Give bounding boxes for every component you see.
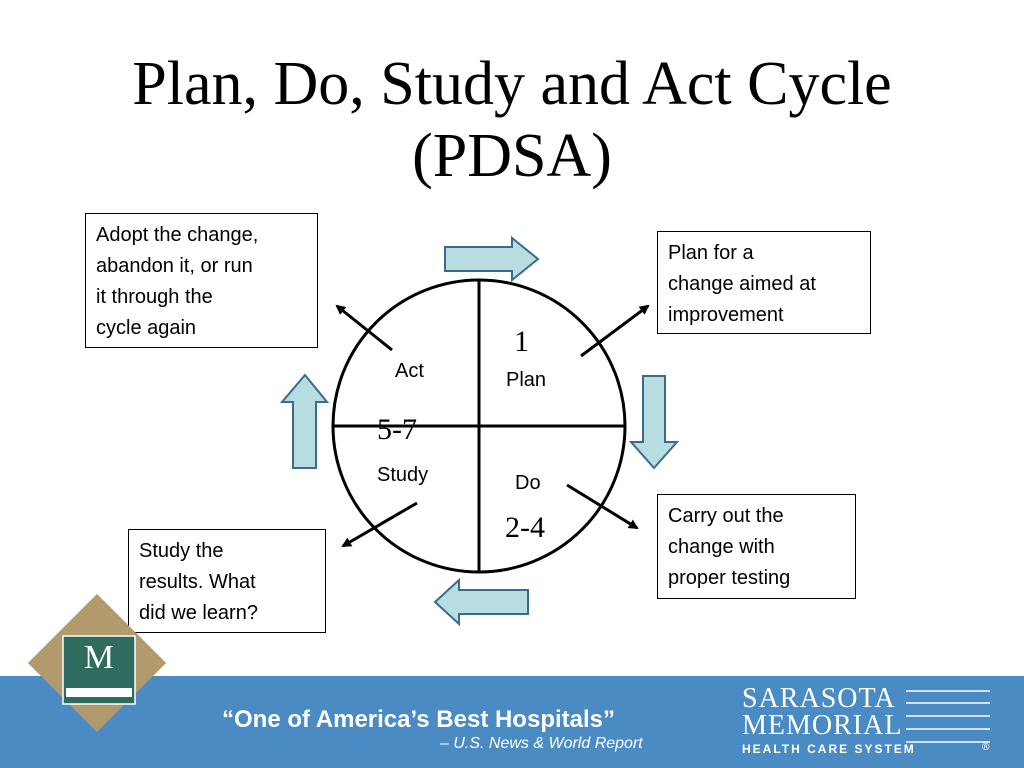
brand-subtitle: HEALTH CARE SYSTEM [742, 742, 916, 756]
step-number-do: 2-4 [505, 511, 545, 544]
study-description-box: Study the results. What did we learn? [128, 529, 326, 633]
pointer-arrow-act [337, 306, 392, 350]
quadrant-label-plan: Plan [506, 369, 547, 391]
quadrant-label-study: Study [377, 464, 429, 486]
brand-name-line-2: MEMORIAL [742, 710, 903, 741]
block-arrow-down [631, 376, 677, 468]
plan-description-box: Plan for a change aimed at improvement [657, 231, 871, 334]
step-number-study: 5-7 [377, 413, 417, 446]
quadrant-label-act: Act [395, 360, 424, 382]
block-arrow-right [445, 238, 538, 280]
act-description-box: Adopt the change, abandon it, or run it through the cycle again [85, 213, 318, 348]
brand-decorative-lines [906, 688, 990, 748]
magnet-logo-letter: M [83, 639, 115, 676]
step-number-plan: 1 [514, 325, 529, 358]
block-arrow-left [435, 580, 528, 624]
block-arrow-up [282, 375, 327, 468]
footer-source: – U.S. News & World Report [440, 735, 643, 752]
title-line-2: (PDSA) [412, 122, 612, 190]
registered-mark: ® [982, 742, 990, 753]
pointer-arrow-do [567, 485, 637, 528]
title-line-1: Plan, Do, Study and Act Cycle [132, 50, 892, 118]
magnet-logo [0, 600, 200, 768]
do-description-box: Carry out the change with proper testing [657, 494, 856, 599]
brand-name-line-1: SARASOTA [742, 683, 896, 714]
quadrant-label-do: Do [515, 472, 541, 494]
pointer-arrow-study [343, 503, 417, 546]
footer-quote: “One of America’s Best Hospitals” [222, 706, 615, 733]
